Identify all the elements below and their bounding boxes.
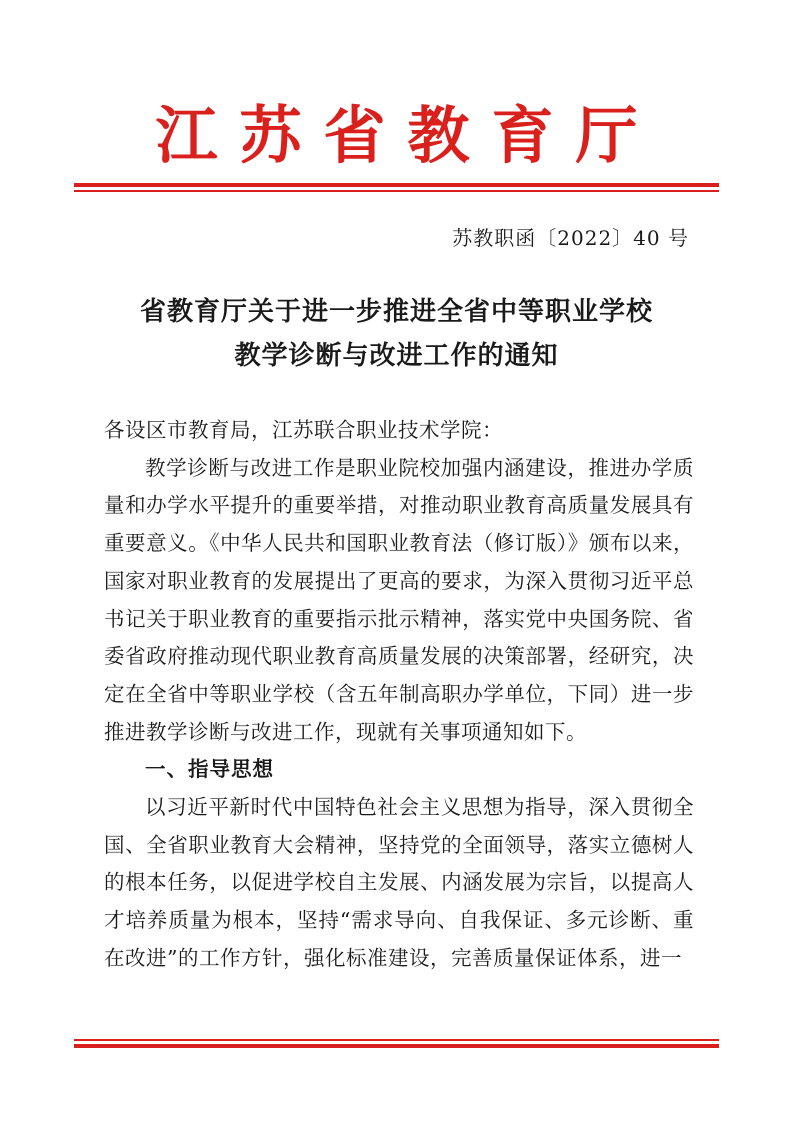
footer-red-rule-thick	[74, 1044, 719, 1048]
salutation: 各设区市教育局，江苏联合职业技术学院：	[104, 418, 503, 442]
agency-header-title: 江苏省教育厅	[155, 99, 660, 172]
section-heading-guiding-ideology: 一、指导思想	[145, 757, 274, 782]
header-red-rule-thick	[74, 183, 719, 187]
document-title-line-2: 教学诊断与改进工作的通知	[234, 341, 559, 371]
document-title-line-1: 省教育厅关于进一步推进全省中等职业学校	[139, 297, 653, 327]
document-title	[0, 290, 793, 378]
document-number: 苏教职函〔2022〕40 号	[452, 226, 689, 250]
footer-red-rule-thin	[74, 1039, 719, 1041]
document-body	[104, 412, 694, 978]
paragraph-guiding-ideology: 以习近平新时代中国特色社会主义思想为指导，深入贯彻全国、全省职业教育大会精神，坚持党的全面领导，落实立德树人的根本任务，以促进学校自主发展、内涵发展为宗旨，以提高人才培养质量为根本，坚持“需求导向、自我保证、多元诊断、重在改进”的工作方针，强化标准建设，完善质量保证体系，进一	[104, 795, 694, 970]
paragraph-intro: 教学诊断与改进工作是职业院校加强内涵建设，推进办学质量和办学水平提升的重要举措，对推动职业教育高质量发展具有重要意义。《中华人民共和国职业教育法（修订版）》颁布以来，国家对职业教育的发展提出了更高的要求，为深入贯彻习近平总书记关于职业教育的重要指示批示精神，落实党中央国务院、省委省政府推动现代职业教育高质量发展的决策部署，经研究，决定在全省中等职业学校（含五年制高职办学单位，下同）进一步推进教学诊断与改进工作，现就有关事项通知如下。	[104, 455, 694, 744]
header-red-rule-thin	[74, 190, 719, 192]
